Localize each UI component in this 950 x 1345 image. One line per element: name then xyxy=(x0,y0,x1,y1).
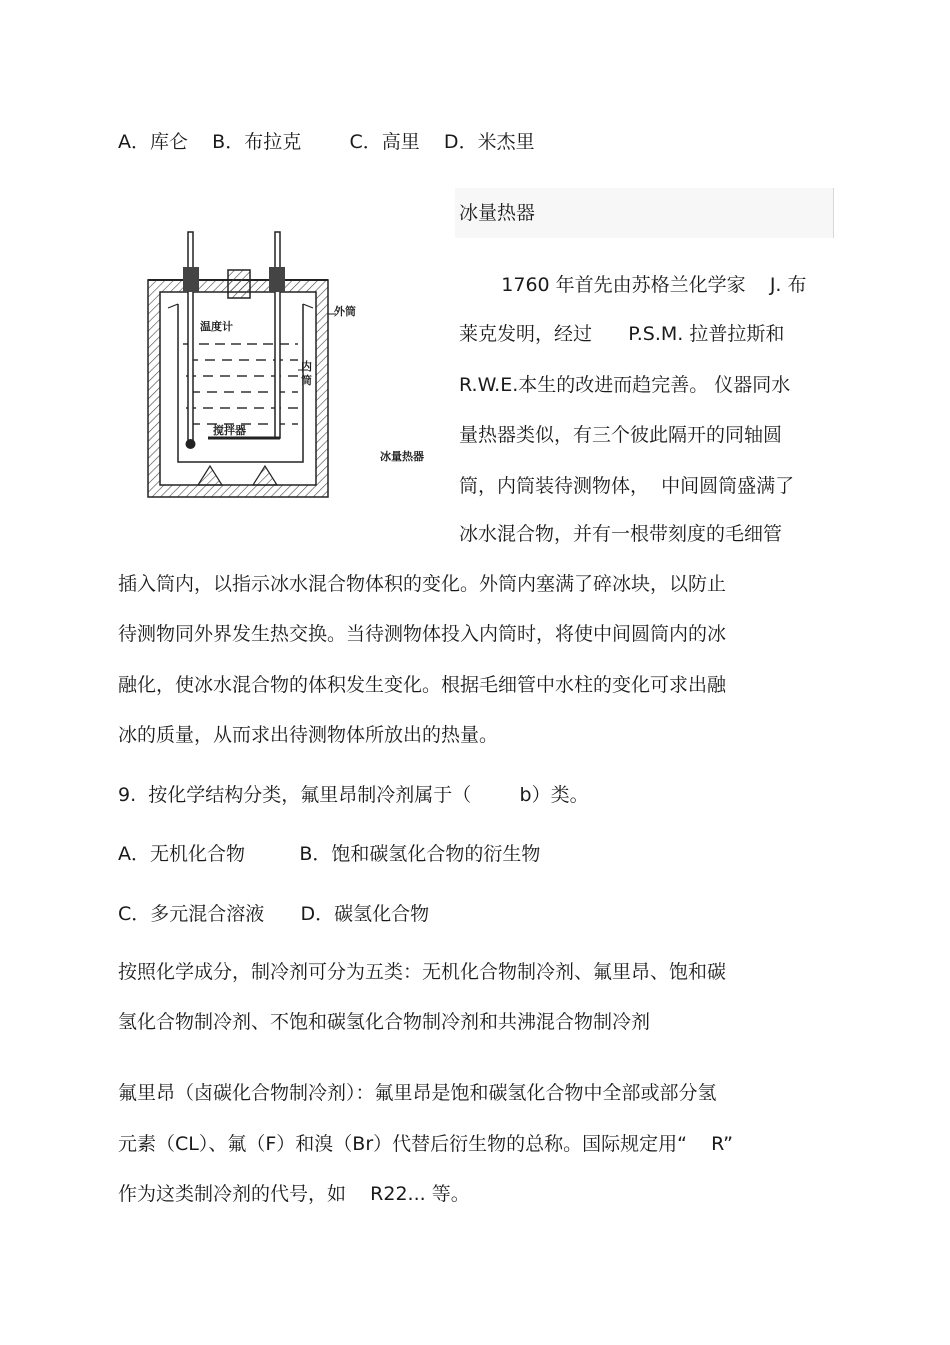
stopper xyxy=(228,270,250,298)
question-9: 9. 按化学结构分类，氟里昂制冷剂属于（ b）类。 xyxy=(118,784,589,806)
outer-cylinder-wall xyxy=(148,280,328,497)
section-heading-text: 冰量热器 xyxy=(459,202,536,224)
paragraph-line: 氟里昂（卤碳化合物制冷剂）：氟里昂是饱和碳氢化合物中全部或部分氢 xyxy=(118,1082,717,1104)
paragraph-line: 插入筒内，以指示冰水混合物体积的变化。外筒内塞满了碎冰块，以防止 xyxy=(118,573,727,595)
options-q8: A．库仑 B．布拉克 C．高里 D．米杰里 xyxy=(118,131,535,153)
support-right xyxy=(253,466,277,485)
side-text-line: 1760 年首先由苏格兰化学家 J. 布 xyxy=(459,274,807,296)
thermometer xyxy=(183,232,199,449)
side-text-line: 量热器类似，有三个彼此隔开的同轴圆 xyxy=(459,424,783,446)
paragraph-line: 融化，使冰水混合物的体积发生变化。根据毛细管中水柱的变化可求出融 xyxy=(118,674,727,696)
stirrer xyxy=(208,232,285,438)
support-left xyxy=(198,466,222,485)
paragraph-line: 元素（CL）、氟（F）和溴（Br）代替后衍生物的总称。国际规定用“ R” xyxy=(118,1133,733,1155)
side-text-line: R.W.E.本生的改进而趋完善。 仪器同水 xyxy=(459,374,791,396)
inner-cylinder-label-1: 内 xyxy=(301,360,312,373)
side-text-line: 莱克发明，经过 P.S.M. 拉普拉斯和 xyxy=(459,323,785,345)
section-heading xyxy=(455,188,834,238)
side-text-line: 筒，内筒装待测物体， 中间圆筒盛满了 xyxy=(459,475,795,497)
question-9-options-cd: C．多元混合溶液 D．碳氢化合物 xyxy=(118,903,430,925)
paragraph-line: 待测物同外界发生热交换。当待测物体投入内筒时，将使中间圆筒内的冰 xyxy=(118,623,727,645)
paragraph-line: 作为这类制冷剂的代号，如 R22... 等。 xyxy=(118,1183,470,1205)
paragraph-line: 按照化学成分，制冷剂可分为五类：无机化合物制冷剂、氟里昂、饱和碳 xyxy=(118,961,727,983)
figure-caption: 冰量热器 xyxy=(380,450,424,463)
side-text-line: 冰水混合物，并有一根带刻度的毛细管 xyxy=(459,523,783,545)
ice-calorimeter-figure xyxy=(138,222,448,507)
question-9-options-ab: A．无机化合物 B．饱和碳氢化合物的衍生物 xyxy=(118,843,541,865)
stirrer-label: 搅拌器 xyxy=(213,424,246,437)
thermometer-label: 温度计 xyxy=(200,320,233,333)
ice-calorimeter-diagram xyxy=(138,222,448,507)
paragraph-line: 氢化合物制冷剂、不饱和碳氢化合物制冷剂和共沸混合物制冷剂 xyxy=(118,1011,651,1033)
inner-cylinder-label-2: 筒 xyxy=(301,374,312,387)
outer-cylinder-label: 外筒 xyxy=(334,305,356,318)
paragraph-line: 冰的质量，从而求出待测物体所放出的热量。 xyxy=(118,724,499,746)
